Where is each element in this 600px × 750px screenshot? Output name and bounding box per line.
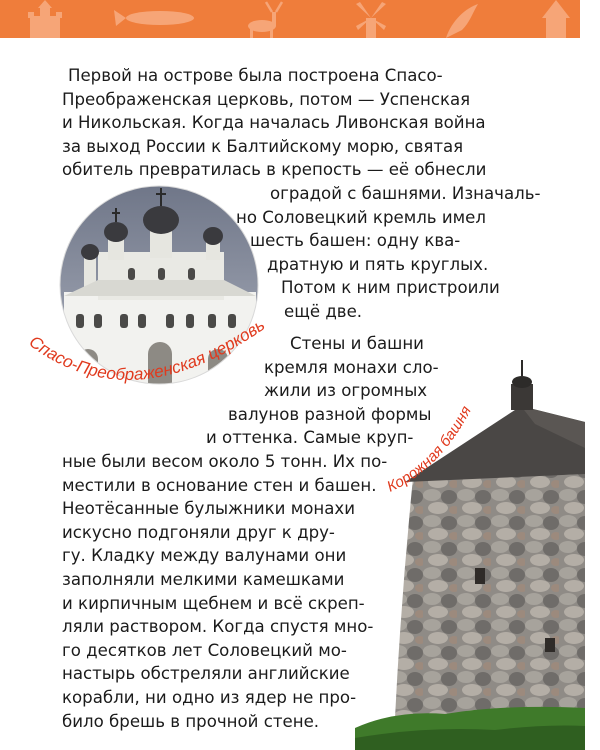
tower-caption-text: [384, 403, 474, 495]
text-line: ещё две.: [284, 301, 363, 321]
text-line: Преображенская церковь, потом — Успенская: [62, 89, 471, 109]
text-line: заполняли мелкими камешками: [62, 569, 345, 589]
tower-caption: [380, 400, 490, 510]
text-line: Первой на острове была построена Спасо-: [68, 66, 443, 85]
fortress-icon: [28, 0, 62, 38]
text-line: и оттенка. Самые круп-: [206, 428, 414, 448]
text-line: но Соловецкий кремль имел: [236, 207, 486, 227]
text-line: го десятков лет Соловецкий мо-: [62, 640, 347, 660]
text-line: дратную и пять круглых.: [267, 254, 489, 274]
text-line: местили в основание стен и башен.: [62, 475, 377, 495]
tower-icon: [542, 0, 570, 38]
text-line: валунов разной формы: [228, 404, 432, 424]
text-line: Стены и башни: [290, 334, 424, 353]
bird-icon: [446, 4, 478, 38]
church-caption-path: Спасо-Преображенская церковь: [25, 315, 269, 384]
text-line: Потом к ним пристроили: [281, 278, 500, 298]
church-caption: [22, 248, 282, 428]
windmill-icon: [356, 2, 386, 38]
text-line: било брешь в прочной стене.: [62, 711, 320, 731]
tower-caption-path: Корожная башня: [384, 403, 475, 496]
text-line: искусно подгоняли друг к дру-: [62, 522, 335, 542]
header-decor: [0, 0, 580, 38]
text-line: и кирпичным щебнем и всё скреп-: [62, 593, 365, 613]
church-caption-text: [26, 315, 269, 384]
text-line: настырь обстреляли английские: [62, 664, 350, 684]
text-line: шесть башен: одну ква-: [250, 231, 461, 251]
text-line: кремля монахи сло-: [264, 357, 439, 377]
fish-icon: [114, 10, 194, 26]
text-line: оградой с башнями. Изначаль-: [270, 183, 541, 203]
text-line: корабли, ни одно из ядер не про-: [62, 687, 357, 707]
text-line: обитель превратилась в крепость — её обнесли: [62, 160, 487, 180]
text-line: Неотёсанные булыжники монахи: [62, 499, 356, 519]
text-line: за выход России к Балтийскому морю, святая: [62, 136, 464, 156]
header-banner: [0, 0, 580, 38]
deer-icon: [248, 2, 282, 38]
text-line: гу. Кладку между валунами они: [62, 546, 347, 566]
text-line: жили из огромных: [264, 381, 428, 401]
text-line: и Никольская. Когда началась Ливонская война: [62, 113, 486, 133]
text-line: ляли раствором. Когда спустя мно-: [62, 617, 374, 637]
text-line: ные были весом около 5 тонн. Их по-: [62, 451, 388, 471]
